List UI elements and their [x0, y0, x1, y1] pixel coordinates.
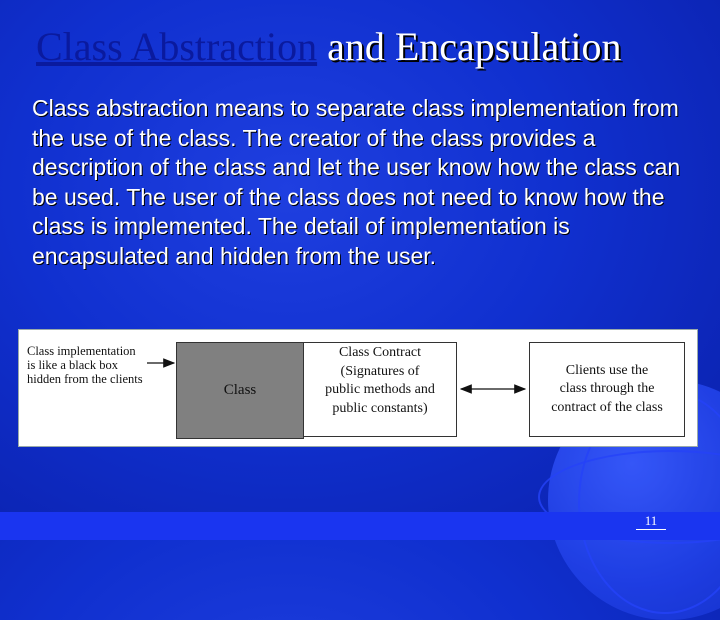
class-label: Class: [223, 382, 257, 398]
class-contract-box: [303, 342, 457, 437]
caption-line: Class implementation: [27, 344, 136, 358]
slide-title: [36, 22, 696, 72]
contract-line: (Signatures of: [340, 363, 420, 379]
clients-line: Clients use the: [565, 362, 649, 378]
clients-line: class through the: [559, 381, 655, 397]
class-box: [176, 342, 304, 439]
contract-line: Class Contract: [338, 345, 422, 360]
caption-line: hidden from the clients: [27, 372, 143, 386]
slide-body: Class abstraction means to separate class implementation from the use of the class. The creator of the class provides a description of the class and let the user know how the class can be used. The user of the class does not need to know how the class is implemented. The detail of implementation is encapsulated and hidden from the user.: [32, 95, 681, 269]
abstraction-diagram: [18, 329, 698, 447]
page-number: 11: [636, 513, 666, 530]
clients-line: contract of the class: [551, 399, 663, 415]
title-link[interactable]: Class Abstraction: [36, 24, 318, 69]
clients-box: [529, 342, 685, 437]
caption-line: is like a black box: [27, 358, 118, 372]
contract-line: public constants): [332, 400, 428, 416]
bottom-bar: [0, 512, 720, 540]
contract-line: public methods and: [325, 382, 435, 397]
title-text: and Encapsulation: [317, 24, 622, 69]
